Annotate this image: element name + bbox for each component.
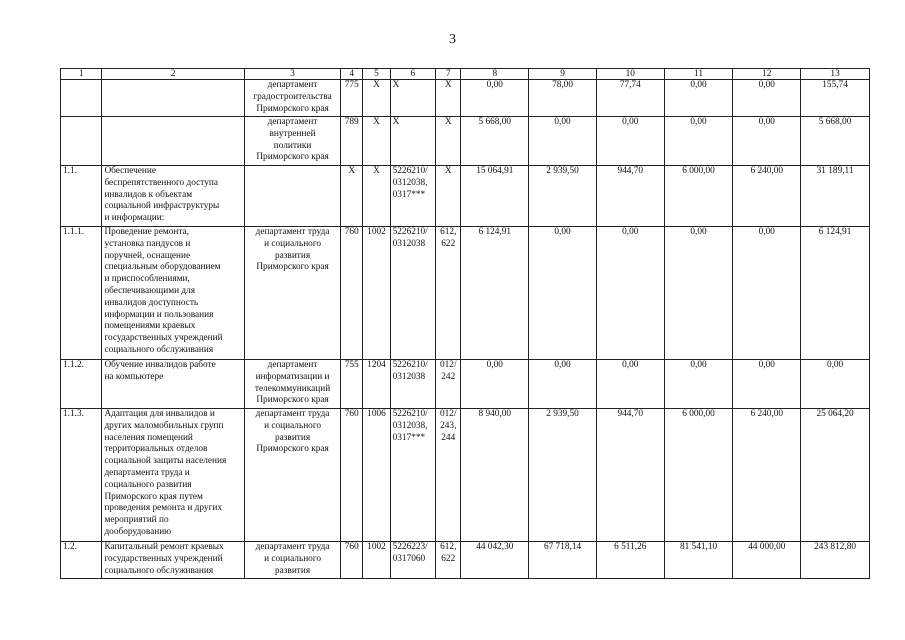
item-number-cell (61, 80, 102, 117)
executor-cell: департамент труда и социального развития Приморского края (245, 227, 341, 360)
target-article-cell: 5226210/ 0312038, 0317*** (390, 166, 436, 227)
amount-cell: 6 000,00 (664, 166, 733, 227)
amount-cell: 0,00 (664, 117, 733, 166)
executor-cell: департамент внутренней политики Приморского края (245, 117, 341, 166)
item-number-cell: 1.1.3. (61, 409, 102, 542)
executor-cell (245, 166, 341, 227)
amount-cell: 0,00 (664, 360, 733, 409)
column-header: 1 (61, 69, 102, 80)
table-row (61, 409, 870, 542)
total-cell: 6 124,91 (801, 227, 870, 360)
column-header: 11 (664, 69, 733, 80)
column-header: 3 (245, 69, 341, 80)
amount-cell: 0,00 (461, 80, 529, 117)
column-header: 10 (596, 69, 664, 80)
amount-cell: 0,00 (596, 227, 664, 360)
amount-cell: 0,00 (529, 360, 597, 409)
item-number-cell: 1.1. (61, 166, 102, 227)
column-header: 5 (363, 69, 390, 80)
column-header: 13 (801, 69, 870, 80)
section-cell: 1006 (363, 409, 390, 542)
column-header: 7 (436, 69, 461, 80)
expense-type-cell: X (436, 166, 461, 227)
code-cell: 760 (341, 542, 363, 579)
expense-type-cell: 612, 622 (436, 227, 461, 360)
column-header: 2 (102, 69, 245, 80)
amount-cell: 0,00 (596, 117, 664, 166)
amount-cell: 2 939,50 (529, 409, 597, 542)
budget-table (60, 68, 870, 579)
amount-cell: 2 939,50 (529, 166, 597, 227)
total-cell: 31 189,11 (801, 166, 870, 227)
code-cell: 775 (341, 80, 363, 117)
column-header: 12 (733, 69, 801, 80)
section-cell: 1204 (363, 360, 390, 409)
item-name-cell (102, 117, 245, 166)
item-number-cell: 1.2. (61, 542, 102, 579)
expense-type-cell: X (436, 117, 461, 166)
item-number-cell (61, 117, 102, 166)
item-name-cell: Обучение инвалидов работе на компьютере (102, 360, 245, 409)
executor-cell: департамент градостроительства Приморского края (245, 80, 341, 117)
column-header: 6 (390, 69, 436, 80)
total-cell: 0,00 (801, 360, 870, 409)
amount-cell: 5 668,00 (461, 117, 529, 166)
amount-cell: 15 064,91 (461, 166, 529, 227)
expense-type-cell: 012/ 242 (436, 360, 461, 409)
code-cell: X (341, 166, 363, 227)
expense-type-cell: 012/ 243, 244 (436, 409, 461, 542)
amount-cell: 0,00 (529, 117, 597, 166)
amount-cell: 0,00 (733, 117, 801, 166)
amount-cell: 944,70 (596, 409, 664, 542)
expense-type-cell: 612, 622 (436, 542, 461, 579)
item-name-cell: Адаптация для инвалидов и других маломобильных групп населения помещений территориальных отделов социальной защиты населения департамента труда и социального развития Приморского края путем проведения ремонта и других мероприятий по дооборудованию (102, 409, 245, 542)
amount-cell: 0,00 (733, 227, 801, 360)
page-number: 3 (449, 32, 456, 47)
amount-cell: 8 940,00 (461, 409, 529, 542)
section-cell: X (363, 80, 390, 117)
column-header: 9 (529, 69, 597, 80)
column-header: 4 (341, 69, 363, 80)
total-cell: 25 064,20 (801, 409, 870, 542)
amount-cell: 0,00 (733, 80, 801, 117)
target-article-cell: 5226223/ 0317060 (390, 542, 436, 579)
executor-cell: департамент информатизации и телекоммуникаций Приморского края (245, 360, 341, 409)
total-cell: 243 812,80 (801, 542, 870, 579)
column-number-row (61, 69, 870, 80)
total-cell: 155,74 (801, 80, 870, 117)
amount-cell: 44 000,00 (733, 542, 801, 579)
amount-cell: 6 124,91 (461, 227, 529, 360)
amount-cell: 6 511,26 (596, 542, 664, 579)
column-header: 8 (461, 69, 529, 80)
item-name-cell: Проведение ремонта, установка пандусов и поручней, оснащение специальным оборудованием и приспособлениями, обеспечивающими для инвалидов доступность информации и пользования помещениями краевых государственных учреждений социального обслуживания (102, 227, 245, 360)
item-number-cell: 1.1.1. (61, 227, 102, 360)
expense-type-cell: X (436, 80, 461, 117)
item-name-cell: Обеспечение беспрепятственного доступа инвалидов к объектам социальной инфраструктуры и информации: (102, 166, 245, 227)
table-row (61, 166, 870, 227)
table-row (61, 227, 870, 360)
amount-cell: 6 000,00 (664, 409, 733, 542)
amount-cell: 0,00 (596, 360, 664, 409)
amount-cell: 81 541,10 (664, 542, 733, 579)
target-article-cell: X (390, 117, 436, 166)
target-article-cell: X (390, 80, 436, 117)
item-name-cell: Капитальный ремонт краевых государственных учреждений социального обслуживания (102, 542, 245, 579)
item-name-cell (102, 80, 245, 117)
code-cell: 760 (341, 409, 363, 542)
target-article-cell: 5226210/ 0312038 (390, 360, 436, 409)
code-cell: 755 (341, 360, 363, 409)
amount-cell: 67 718,14 (529, 542, 597, 579)
code-cell: 760 (341, 227, 363, 360)
executor-cell: департамент труда и социального развития Приморского края (245, 409, 341, 542)
section-cell: X (363, 117, 390, 166)
target-article-cell: 5226210/ 0312038 (390, 227, 436, 360)
section-cell: 1002 (363, 542, 390, 579)
table-row (61, 360, 870, 409)
target-article-cell: 5226210/ 0312038, 0317*** (390, 409, 436, 542)
amount-cell: 44 042,30 (461, 542, 529, 579)
section-cell: X (363, 166, 390, 227)
amount-cell: 944,70 (596, 166, 664, 227)
table-row (61, 117, 870, 166)
amount-cell: 0,00 (461, 360, 529, 409)
code-cell: 789 (341, 117, 363, 166)
total-cell: 5 668,00 (801, 117, 870, 166)
amount-cell: 78,00 (529, 80, 597, 117)
table-row (61, 542, 870, 579)
executor-cell: департамент труда и социального развития (245, 542, 341, 579)
amount-cell: 0,00 (664, 80, 733, 117)
amount-cell: 0,00 (529, 227, 597, 360)
amount-cell: 77,74 (596, 80, 664, 117)
amount-cell: 0,00 (664, 227, 733, 360)
amount-cell: 0,00 (733, 360, 801, 409)
item-number-cell: 1.1.2. (61, 360, 102, 409)
table-row (61, 80, 870, 117)
amount-cell: 6 240,00 (733, 166, 801, 227)
amount-cell: 6 240,00 (733, 409, 801, 542)
section-cell: 1002 (363, 227, 390, 360)
